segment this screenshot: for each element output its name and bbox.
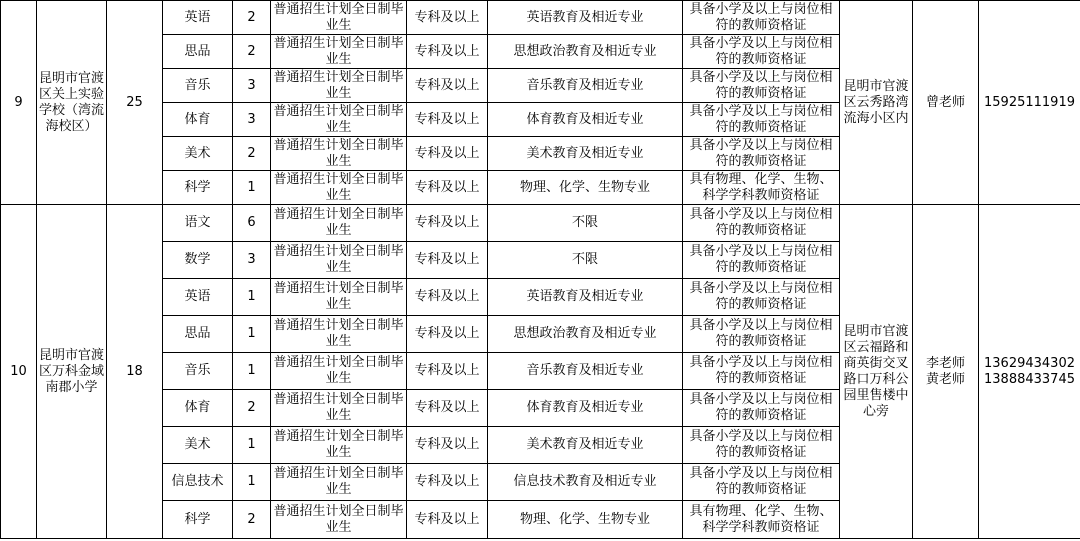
certificate-requirement: 具备小学及以上与岗位相符的教师资格证 — [683, 353, 840, 390]
major-requirement: 思想政治教育及相近专业 — [488, 35, 683, 69]
subject: 数学 — [163, 242, 233, 279]
position-count: 2 — [233, 137, 271, 171]
certificate-requirement: 具备小学及以上与岗位相符的教师资格证 — [683, 1, 840, 35]
education-requirement: 专科及以上 — [407, 501, 488, 539]
education-requirement: 专科及以上 — [407, 427, 488, 464]
education-requirement: 专科及以上 — [407, 353, 488, 390]
major-requirement: 音乐教育及相近专业 — [488, 353, 683, 390]
subject: 英语 — [163, 279, 233, 316]
education-requirement: 专科及以上 — [407, 35, 488, 69]
total-positions: 18 — [107, 205, 163, 539]
candidate-source: 普通招生计划全日制毕业生 — [271, 353, 407, 390]
candidate-source: 普通招生计划全日制毕业生 — [271, 390, 407, 427]
major-requirement: 物理、化学、生物专业 — [488, 501, 683, 539]
candidate-source: 普通招生计划全日制毕业生 — [271, 427, 407, 464]
school-name: 昆明市官渡区万科金域南郡小学 — [37, 205, 107, 539]
position-count: 2 — [233, 501, 271, 539]
candidate-source: 普通招生计划全日制毕业生 — [271, 69, 407, 103]
position-count: 3 — [233, 69, 271, 103]
certificate-requirement: 具备小学及以上与岗位相符的教师资格证 — [683, 35, 840, 69]
major-requirement: 思想政治教育及相近专业 — [488, 316, 683, 353]
education-requirement: 专科及以上 — [407, 1, 488, 35]
table-row — [1, 205, 1080, 242]
subject: 体育 — [163, 103, 233, 137]
major-requirement: 物理、化学、生物专业 — [488, 171, 683, 205]
certificate-requirement: 具备小学及以上与岗位相符的教师资格证 — [683, 69, 840, 103]
education-requirement: 专科及以上 — [407, 316, 488, 353]
education-requirement: 专科及以上 — [407, 390, 488, 427]
position-count: 2 — [233, 1, 271, 35]
subject: 体育 — [163, 390, 233, 427]
position-count: 1 — [233, 279, 271, 316]
position-count: 2 — [233, 390, 271, 427]
major-requirement: 信息技术教育及相近专业 — [488, 464, 683, 501]
subject: 音乐 — [163, 353, 233, 390]
major-requirement: 美术教育及相近专业 — [488, 427, 683, 464]
certificate-requirement: 具备小学及以上与岗位相符的教师资格证 — [683, 103, 840, 137]
major-requirement: 体育教育及相近专业 — [488, 103, 683, 137]
education-requirement: 专科及以上 — [407, 171, 488, 205]
certificate-requirement: 具有物理、化学、生物、科学学科教师资格证 — [683, 501, 840, 539]
position-count: 1 — [233, 427, 271, 464]
subject: 科学 — [163, 171, 233, 205]
contact-phone: 15925111919 — [979, 1, 1080, 205]
major-requirement: 英语教育及相近专业 — [488, 1, 683, 35]
position-count: 3 — [233, 103, 271, 137]
subject: 信息技术 — [163, 464, 233, 501]
education-requirement: 专科及以上 — [407, 137, 488, 171]
position-count: 1 — [233, 171, 271, 205]
certificate-requirement: 具备小学及以上与岗位相符的教师资格证 — [683, 427, 840, 464]
table-body — [1, 1, 1080, 539]
candidate-source: 普通招生计划全日制毕业生 — [271, 242, 407, 279]
school-address: 昆明市官渡区云秀路湾流海小区内 — [840, 1, 913, 205]
education-requirement: 专科及以上 — [407, 464, 488, 501]
major-requirement: 英语教育及相近专业 — [488, 279, 683, 316]
table-row — [1, 1, 1080, 35]
school-address: 昆明市官渡区云福路和商英街交叉路口万科公园里售楼中心旁 — [840, 205, 913, 539]
certificate-requirement: 具备小学及以上与岗位相符的教师资格证 — [683, 242, 840, 279]
position-count: 2 — [233, 35, 271, 69]
major-requirement: 美术教育及相近专业 — [488, 137, 683, 171]
total-positions: 25 — [107, 1, 163, 205]
candidate-source: 普通招生计划全日制毕业生 — [271, 137, 407, 171]
position-count: 1 — [233, 353, 271, 390]
major-requirement: 不限 — [488, 205, 683, 242]
contact-phone: 13629434302 13888433745 — [979, 205, 1080, 539]
education-requirement: 专科及以上 — [407, 205, 488, 242]
candidate-source: 普通招生计划全日制毕业生 — [271, 171, 407, 205]
position-count: 1 — [233, 316, 271, 353]
candidate-source: 普通招生计划全日制毕业生 — [271, 205, 407, 242]
subject: 美术 — [163, 427, 233, 464]
certificate-requirement: 具备小学及以上与岗位相符的教师资格证 — [683, 205, 840, 242]
candidate-source: 普通招生计划全日制毕业生 — [271, 501, 407, 539]
subject: 思品 — [163, 35, 233, 69]
contact-person: 李老师 黄老师 — [913, 205, 979, 539]
subject: 美术 — [163, 137, 233, 171]
certificate-requirement: 具备小学及以上与岗位相符的教师资格证 — [683, 464, 840, 501]
education-requirement: 专科及以上 — [407, 279, 488, 316]
education-requirement: 专科及以上 — [407, 242, 488, 279]
candidate-source: 普通招生计划全日制毕业生 — [271, 103, 407, 137]
candidate-source: 普通招生计划全日制毕业生 — [271, 35, 407, 69]
candidate-source: 普通招生计划全日制毕业生 — [271, 1, 407, 35]
subject: 思品 — [163, 316, 233, 353]
subject: 音乐 — [163, 69, 233, 103]
contact-person: 曾老师 — [913, 1, 979, 205]
candidate-source: 普通招生计划全日制毕业生 — [271, 316, 407, 353]
major-requirement: 不限 — [488, 242, 683, 279]
candidate-source: 普通招生计划全日制毕业生 — [271, 464, 407, 501]
candidate-source: 普通招生计划全日制毕业生 — [271, 279, 407, 316]
certificate-requirement: 具备小学及以上与岗位相符的教师资格证 — [683, 137, 840, 171]
major-requirement: 音乐教育及相近专业 — [488, 69, 683, 103]
education-requirement: 专科及以上 — [407, 69, 488, 103]
group-index: 10 — [1, 205, 37, 539]
certificate-requirement: 具备小学及以上与岗位相符的教师资格证 — [683, 316, 840, 353]
position-count: 3 — [233, 242, 271, 279]
position-count: 1 — [233, 464, 271, 501]
major-requirement: 体育教育及相近专业 — [488, 390, 683, 427]
certificate-requirement: 具备小学及以上与岗位相符的教师资格证 — [683, 390, 840, 427]
school-name: 昆明市官渡区关上实验学校（湾流海校区） — [37, 1, 107, 205]
certificate-requirement: 具备小学及以上与岗位相符的教师资格证 — [683, 279, 840, 316]
certificate-requirement: 具有物理、化学、生物、科学学科教师资格证 — [683, 171, 840, 205]
position-count: 6 — [233, 205, 271, 242]
group-index: 9 — [1, 1, 37, 205]
subject: 语文 — [163, 205, 233, 242]
subject: 科学 — [163, 501, 233, 539]
subject: 英语 — [163, 1, 233, 35]
education-requirement: 专科及以上 — [407, 103, 488, 137]
